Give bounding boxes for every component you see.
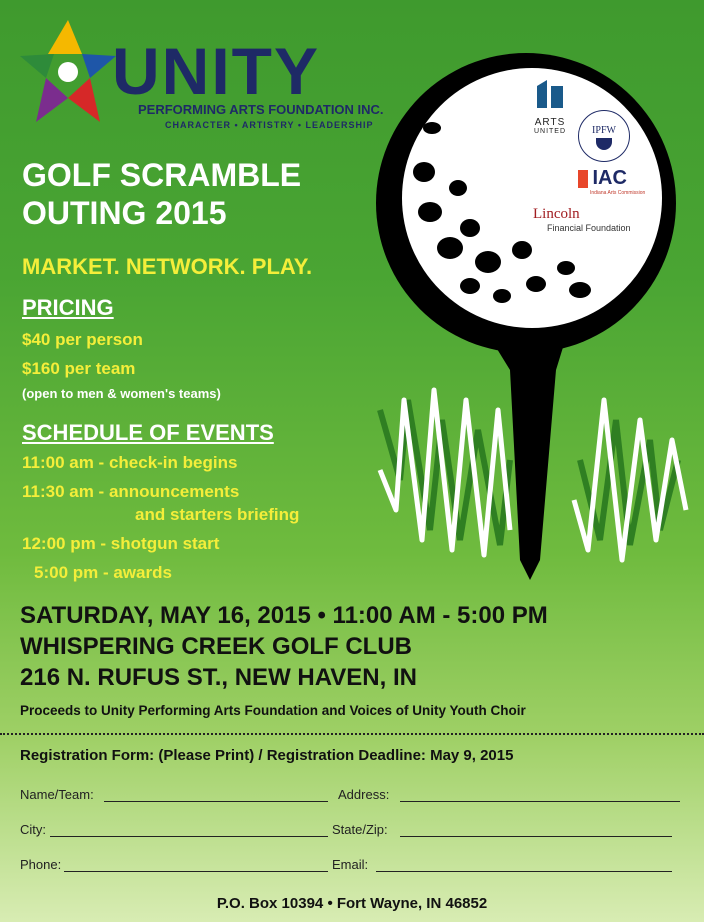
- lincoln-logo: Lincoln Financial Foundation: [533, 206, 631, 233]
- unity-star-icon: [20, 18, 116, 128]
- schedule-item: 12:00 pm - shotgun start: [22, 534, 220, 553]
- pricing-heading: PRICING: [22, 295, 114, 320]
- event-title: [22, 156, 301, 232]
- schedule-heading: SCHEDULE OF EVENTS: [22, 420, 274, 445]
- arts-united-icon: [533, 78, 567, 112]
- schedule-item: 11:00 am - check-in begins: [22, 453, 238, 472]
- email-label: Email:: [332, 857, 369, 872]
- state-zip-field[interactable]: [400, 836, 672, 837]
- ipfw-seal: IPFW: [578, 110, 630, 162]
- event-title-line1: GOLF SCRAMBLE: [22, 157, 302, 193]
- arts-united-logo: ARTS UNITED: [528, 78, 572, 135]
- price-per-team: $160 per team: [22, 359, 136, 378]
- cut-line-divider: [0, 733, 704, 735]
- phone-label: Phone:: [20, 857, 62, 872]
- unity-logo-subtitle: PERFORMING ARTS FOUNDATION INC.: [138, 102, 384, 117]
- name-team-label: Name/Team:: [20, 787, 94, 802]
- event-title-line2: OUTING 2015: [22, 195, 227, 231]
- name-team-field[interactable]: [104, 801, 328, 802]
- schedule-item: 11:30 am - announcements: [22, 482, 240, 501]
- address-field[interactable]: [400, 801, 680, 802]
- price-per-person: $40 per person: [22, 330, 143, 349]
- schedule-item: 5:00 pm - awards: [34, 563, 172, 582]
- event-venue: WHISPERING CREEK GOLF CLUB: [20, 633, 413, 660]
- schedule-item: and starters briefing: [135, 505, 300, 524]
- event-date-time: SATURDAY, MAY 16, 2015 • 11:00 AM - 5:00 PM: [20, 602, 548, 629]
- unity-logo-tagline: CHARACTER • ARTISTRY • LEADERSHIP: [165, 120, 374, 130]
- proceeds-note: Proceeds to Unity Performing Arts Foundation and Voices of Unity Youth Choir: [20, 703, 526, 718]
- ipfw-shield-icon: [596, 138, 612, 150]
- pricing-note: (open to men & women's teams): [22, 386, 221, 401]
- iac-flame-icon: [578, 170, 588, 188]
- registration-header: Registration Form: (Please Print) / Registration Deadline: May 9, 2015: [20, 747, 514, 764]
- mailing-address-footer: P.O. Box 10394 • Fort Wayne, IN 46852: [216, 895, 488, 912]
- phone-field[interactable]: [64, 871, 328, 872]
- address-label: Address:: [338, 787, 390, 802]
- event-address: 216 N. RUFUS ST., NEW HAVEN, IN: [20, 664, 417, 691]
- city-label: City:: [20, 822, 46, 837]
- state-zip-label: State/Zip:: [332, 822, 388, 837]
- city-field[interactable]: [50, 836, 328, 837]
- iac-logo: IAC Indiana Arts Commission: [578, 167, 645, 196]
- event-slogan: MARKET. NETWORK. PLAY.: [22, 254, 313, 279]
- email-field[interactable]: [376, 871, 672, 872]
- unity-logo-wordmark: UNITY: [112, 34, 320, 108]
